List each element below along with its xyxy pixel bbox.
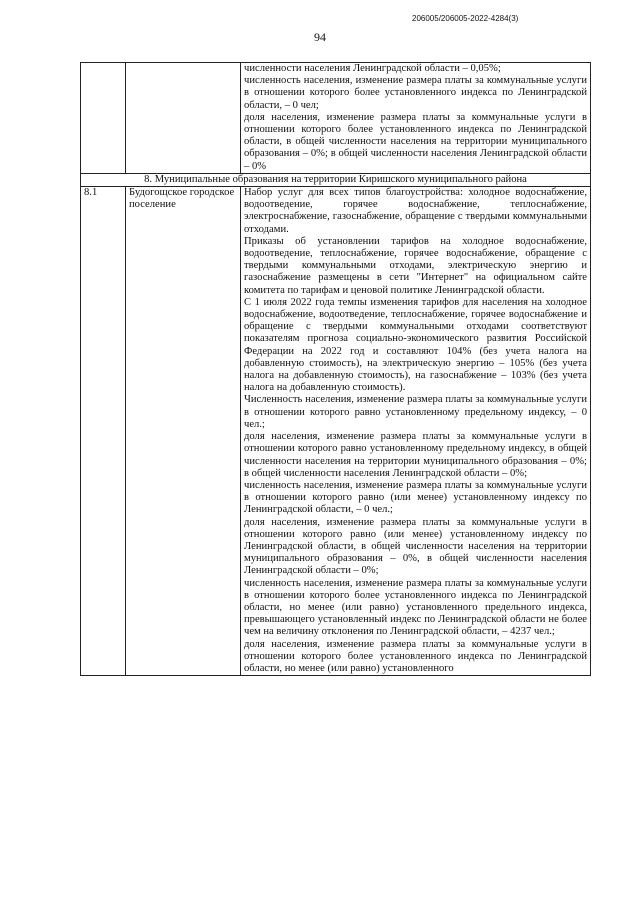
row-content-cell: [241, 63, 591, 174]
row-name-cell: [126, 63, 241, 174]
row-number: 8.1: [81, 187, 126, 676]
section-header-row: [81, 173, 591, 186]
table-row-8-1: [81, 187, 591, 676]
paragraph: численность населения, изменение размера платы за коммунальные услуги в отношении которого более установленного индекса по Ленинградской области, – 0 чел;: [244, 75, 587, 111]
paragraph: доля населения, изменение размера платы за коммунальные услуги в отношении которого более установленного индекса по Ленинградской области, в общей численности населения на территории муниципального образования – 0%; в общей численности населения Ленинградской области – 0%: [244, 111, 587, 172]
paragraph: Численность населения, изменение размера платы за коммунальные услуги в отношении которого равно установленному предельному индексу, – 0 чел.;: [244, 394, 587, 430]
section-header: 8. Муниципальные образования на территории Киришского муниципального района: [81, 173, 591, 186]
paragraph: доля населения, изменение размера платы за коммунальные услуги в отношении которого более установленного индекса по Ленинградской области, но менее (или равно) установленного: [244, 638, 587, 674]
tariff-table: [80, 62, 591, 676]
paragraph: численность населения, изменение размера платы за коммунальные услуги в отношении которого более установленного индекса по Ленинградской области, но менее (или равно) установленного предельного индекса, превышающего установленный индекс по Ленинградской области не более чем на величину отклонения по Ленинградской области, – 4237 чел.;: [244, 577, 587, 638]
paragraph: доля населения, изменение размера платы за коммунальные услуги в отношении которого равно (или менее) установленному индексу по Ленинградской области, в общей численности населения на территории муниципального образования – 0%, в общей численности населения Ленинградской области – 0%;: [244, 516, 587, 577]
paragraph: численности населения Ленинградской области – 0,05%;: [244, 63, 501, 74]
table-row-continued: [81, 63, 591, 174]
row-content-cell: [241, 187, 591, 676]
paragraph: Набор услуг для всех типов благоустройства: холодное водоснабжение, водоотведение, горячее водоснабжение, теплоснабжение, электроснабжение, газоснабжение, обращение с твердыми коммунальными отходами.: [244, 187, 587, 235]
document-id: 206005/206005-2022-4284(3): [412, 14, 519, 23]
municipality-name: Будогощское городское поселение: [126, 187, 241, 676]
paragraph: Приказы об установлении тарифов на холодное водоснабжение, водоотведение, теплоснабжение, горячее водоснабжение, обращение с твердыми коммунальными отходами, электрическую энергию и газоснабжение размещены в сети "Интернет" на официальном сайте комитета по тарифам и ценовой политике Ленинградской области.: [244, 235, 587, 296]
page-number: 94: [314, 30, 326, 44]
row-number-cell: [81, 63, 126, 174]
paragraph: С 1 июля 2022 года темпы изменения тарифов для населения на холодное водоснабжение, водоотведение, теплоснабжение, горячее водоснабжение и обращение с твердыми коммунальными отходами соответствуют показателям прогноза социально-экономического развития Российской Федерации на 2022 год и составляют 104% (без учета налога на добавленную стоимость), на электрическую энергию – 105% (без учета налога на добавленную стоимость), на газоснабжение – 103% (без учета налога на добавленную стоимость).: [244, 296, 587, 394]
paragraph: доля населения, изменение размера платы за коммунальные услуги в отношении которого равно установленному предельному индексу, в общей численности населения на территории муниципального образования – 0%; в общей численности населения Ленинградской области – 0%;: [244, 431, 587, 479]
paragraph: численность населения, изменение размера платы за коммунальные услуги в отношении которого равно (или менее) установленному индексу по Ленинградской области, – 0 чел.;: [244, 479, 587, 516]
